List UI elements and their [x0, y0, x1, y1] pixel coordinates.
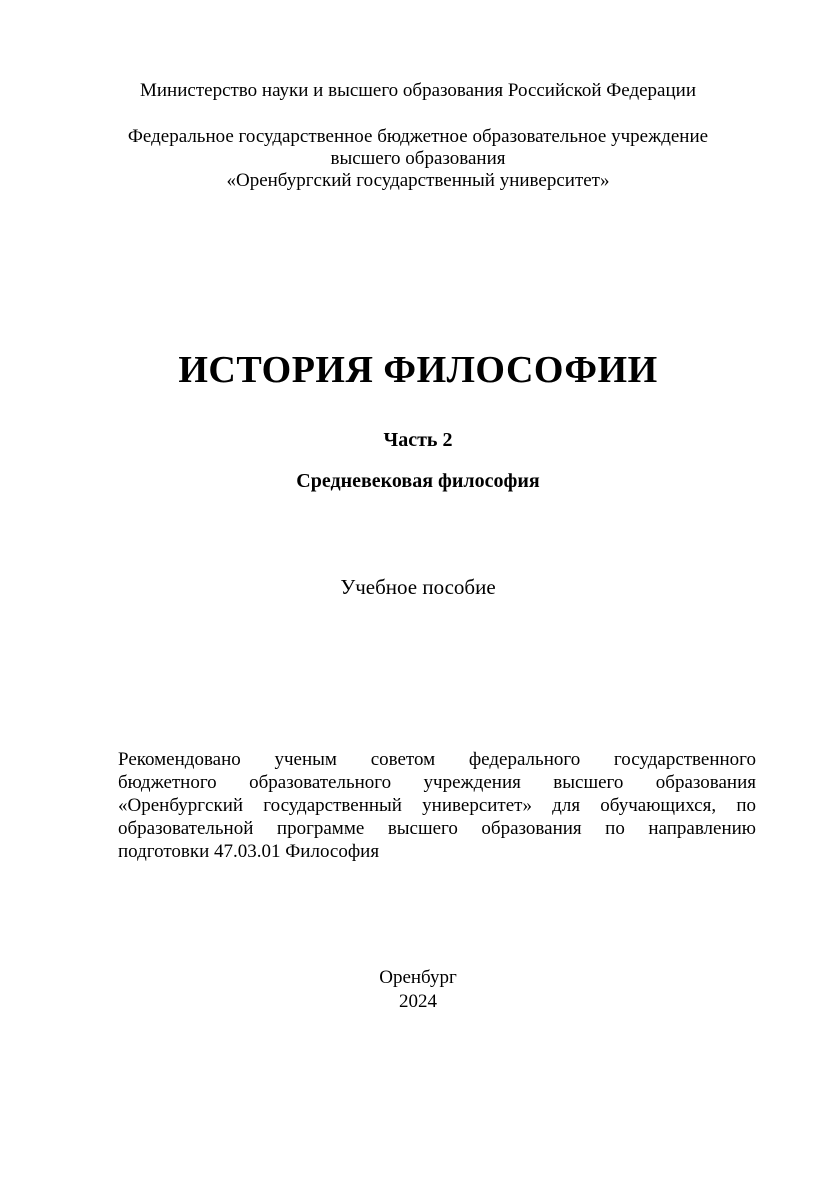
- recommendation-paragraph: [118, 748, 756, 863]
- imprint-city: Оренбург: [379, 967, 457, 988]
- imprint-year: 2024: [399, 991, 437, 1012]
- book-title: ИСТОРИЯ ФИЛОСОФИИ: [178, 349, 658, 391]
- document-type: Учебное пособие: [340, 575, 496, 599]
- recommendation-line-3: «Оренбургский государственный университет» для обучающихся, по: [118, 795, 756, 816]
- institution-line-2: высшего образования: [330, 148, 506, 169]
- recommendation-line-4: образовательной программе высшего образования по направлению: [118, 818, 756, 839]
- institution-line-3: «Оренбургский государственный университет»: [226, 170, 610, 191]
- recommendation-line-1: Рекомендовано ученым советом федерального государственного: [118, 749, 756, 770]
- institution-block: [0, 126, 836, 192]
- recommendation-line-5: подготовки 47.03.01 Философия: [118, 841, 380, 862]
- book-subtitle: Средневековая философия: [296, 470, 540, 492]
- institution-line-1: Федеральное государственное бюджетное образовательное учреждение: [127, 126, 709, 147]
- recommendation-line-2: бюджетного образовательного учреждения высшего образования: [118, 772, 756, 793]
- part-number: Часть 2: [383, 429, 453, 451]
- ministry-line: Министерство науки и высшего образования Российской Федерации: [140, 80, 696, 101]
